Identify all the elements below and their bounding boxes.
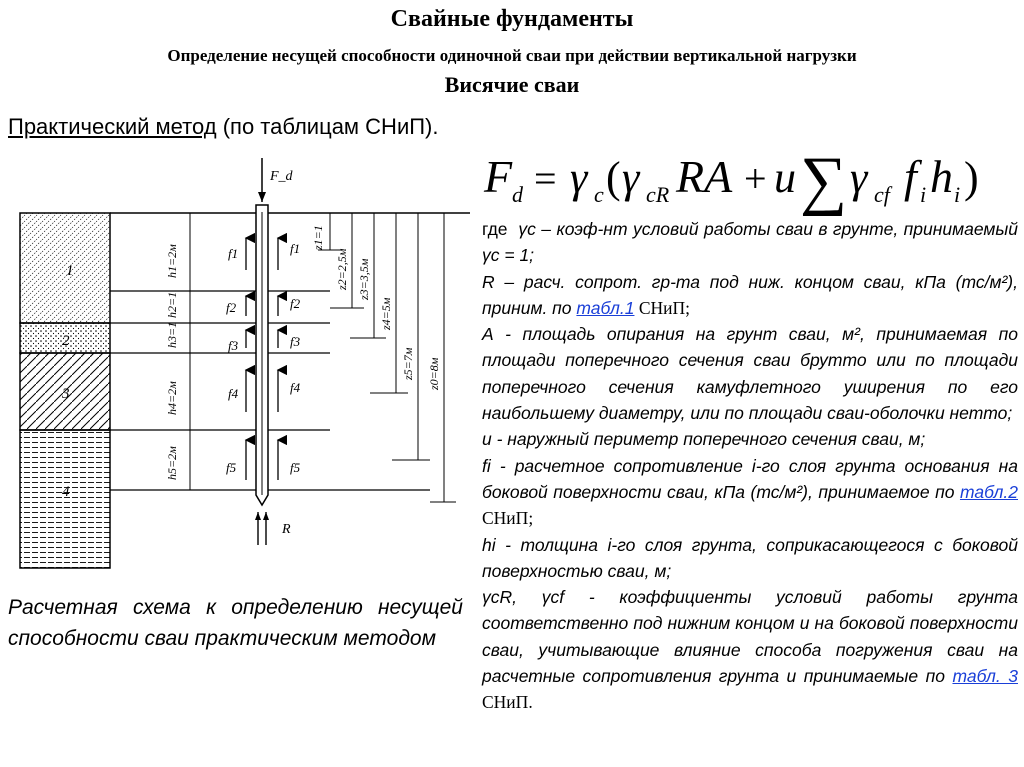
svg-text:c: c: [594, 182, 604, 207]
f4-left: f4: [228, 386, 239, 401]
svg-text:cf: cf: [874, 182, 890, 207]
f1-left: f1: [228, 246, 239, 261]
layer-label-3: 3: [62, 386, 70, 402]
f4-right: f4: [290, 380, 301, 395]
f5-right: f5: [290, 460, 301, 475]
f3-left: f3: [228, 338, 239, 353]
f1-right: f1: [290, 241, 301, 256]
svg-text:∑: ∑: [800, 144, 848, 217]
page-subtitle: Определение несущей способности одиночной сваи при действии вертикальной нагрузки: [167, 46, 857, 65]
h1-label: h1=2м: [165, 244, 179, 278]
formula: [482, 140, 1022, 220]
layer-label-1: 1: [66, 263, 74, 279]
z2-label: z2=2,5м: [335, 248, 349, 290]
def-a: А - площадь опирания на грунт сваи, м², принимаемая по площади поперечного сечения сваи брутто или по площади поперечного сечения камуфлетного уширения по его наибольшему диаметру, или по площади сваи-оболочки нетто;: [482, 324, 1018, 424]
table-1-link[interactable]: табл.1: [576, 297, 635, 318]
load-fd-label: F_d: [270, 169, 293, 184]
f2-right: f2: [290, 296, 301, 311]
svg-text:i: i: [954, 182, 961, 207]
def-gamma-cr-cf: γcR, γcf - коэффициенты условий работы грунта соответственно под нижним концом и на боковой поверхности сваи, учитывающие влияние способа погружения сваи на расчетные сопротивления грунта и принимаемые по табл. 3 СНиП.: [482, 587, 1018, 713]
diagram-caption: Расчетная схема к определению несущей способности сваи практическим методом: [8, 596, 463, 650]
def-u: u - наружный периметр поперечного сечения сваи, м;: [482, 429, 926, 450]
svg-text:F: F: [484, 151, 513, 202]
svg-text:RA: RA: [676, 151, 733, 202]
svg-text:): ): [964, 153, 979, 202]
h3-label: h3=1: [165, 321, 179, 348]
soil-layer-1: [20, 213, 110, 323]
pile-diagram: [0, 150, 480, 590]
svg-text:i: i: [920, 182, 927, 207]
gde-word: где: [482, 219, 508, 239]
f3-right: f3: [290, 334, 301, 349]
z4-label: z4=5м: [379, 297, 393, 330]
z3-label: z3=3,5м: [357, 258, 371, 300]
svg-text:=: =: [534, 156, 557, 201]
f2-left: f2: [226, 300, 237, 315]
svg-text:γ: γ: [570, 153, 588, 202]
method-name: Практический метод: [8, 114, 217, 139]
def-h: hi - толщина i-го слоя грунта, соприкасающегося с боковой поверхностью сваи, м;: [482, 534, 1018, 581]
z5-label: z5=7м: [401, 347, 415, 380]
h4-label: h4=2м: [165, 381, 179, 415]
h2-label: h2=1: [165, 291, 179, 318]
svg-text:(: (: [606, 153, 621, 202]
svg-text:+: +: [744, 156, 767, 201]
def-gamma-c: где γc – коэф-нт условий работы сваи в грунте, принимаемый γc = 1;: [482, 219, 1018, 266]
layer-label-4: 4: [62, 484, 70, 500]
layer-label-2: 2: [62, 333, 70, 349]
method-heading: [8, 114, 438, 140]
z0-label: z0=8м: [427, 357, 441, 390]
def-f: fi - расчетное сопротивление i-го слоя грунта основания на боковой поверхности сваи, кПа (тс/м²), принимаемое по табл.2 СНиП;: [482, 455, 1018, 529]
svg-text:γ: γ: [850, 153, 868, 202]
section-title: Висячие сваи: [444, 72, 580, 97]
reaction-r-label: R: [282, 522, 291, 537]
f5-left: f5: [226, 460, 237, 475]
table-2-link[interactable]: табл.2: [959, 481, 1018, 502]
table-3-link[interactable]: табл. 3: [952, 666, 1018, 687]
h5-label: h5=2м: [165, 446, 179, 480]
svg-text:d: d: [512, 182, 523, 207]
definitions: [482, 216, 1018, 716]
svg-text:cR: cR: [646, 182, 670, 207]
svg-text:u: u: [774, 153, 796, 202]
method-note: (по таблицам СНиП).: [216, 114, 439, 139]
svg-text:γ: γ: [622, 153, 640, 202]
svg-text:h: h: [930, 151, 953, 202]
z1-label: z1=1: [311, 225, 325, 250]
page-title: Свайные фундаменты: [390, 6, 634, 32]
def-r: R – расч. сопрот. гр-та под ниж. концом сваи, кПа (тс/м²), приним. по табл.1 СНиП;: [482, 271, 1018, 318]
svg-text:f: f: [904, 151, 917, 202]
